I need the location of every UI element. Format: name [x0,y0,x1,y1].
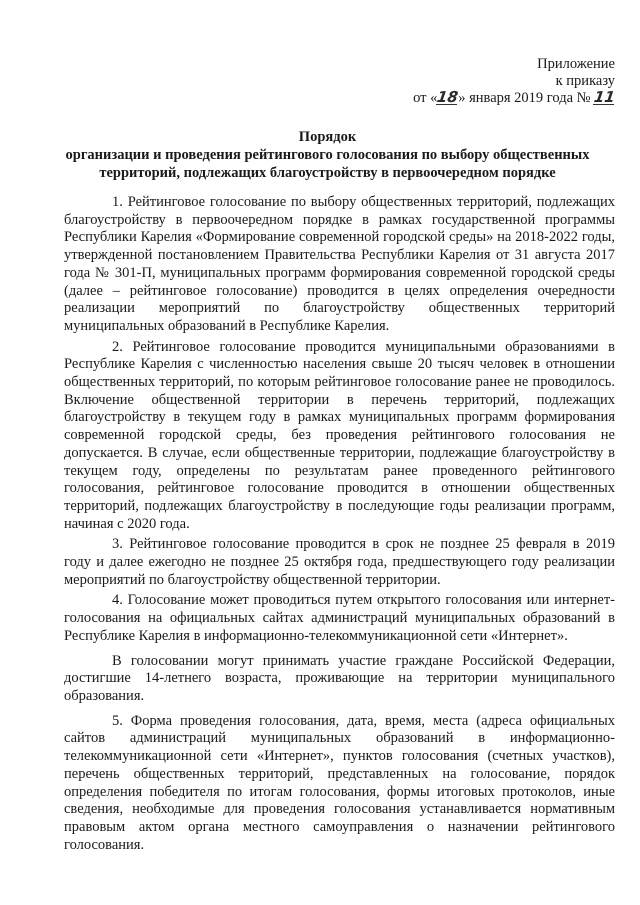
paragraph-4: 4. Голосование может проводиться путем открытого голосования или интернет-голосования на официальных сайтах администраций муниципальных образований в Республике Карелия в информационно-телекоммуникационной сети «Интернет». [64,592,615,644]
title-subheading: организации и проведения рейтингового голосования по выбору общественных территорий, подлежащих благоустройству в первоочередном порядке [65,147,590,181]
title-heading: Порядок [298,129,357,145]
paragraph-3: 3. Рейтинговое голосование проводится в срок не позднее 25 февраля в 2019 году и далее ежегодно не позднее 25 октября года, предшествующего году реализации мероприятий по благоустройству общественной территории. [64,536,615,588]
document-body [64,194,615,854]
document-title [40,128,615,182]
date-prefix: от « [413,90,438,106]
paragraph-2: 2. Рейтинговое голосование проводится муниципальными образованиями в Республике Карелия с численностью населения свыше 20 тысяч человек в отношении общественных территорий, по которым рейтинговое голосование ранее не проводилось. Включение общественной территории в перечень территорий, подлежащих благоустройству в текущем году в рамках муниципальных программ формирования современной городской среды, без проведения рейтингового голосования не допускается. В случае, если общественные территории, подлежащие благоустройству в текущем году, определены по результатам ранее проведенного рейтингового голосования, рейтинговое голосование проводится в отношении общественных территорий, подлежащих благоустройству в последующие годы реализации программ, начиная с 2020 года. [64,338,615,532]
annex-order-ref: к приказу [555,73,615,89]
annex-header [413,56,615,107]
paragraph-1: 1. Рейтинговое голосование по выбору общественных территорий, подлежащих благоустройству в первоочередном порядке в рамках государственной программы Республики Карелия «Формирование современной городской среды» на 2018-2022 годы, утвержденной постановлением Правительства Республики Карелия от 31 августа 2017 года № 301-П, муниципальных программ формирования современной городской среды (далее – рейтинговое голосование) проводится в целях определения очередности реализации мероприятий по благоустройству общественных территорий муниципальных образований в Республике Карелия. [64,194,615,334]
handwritten-order-number: 11 [592,88,617,106]
handwritten-day: 18 [436,88,460,106]
paragraph-5: В голосовании могут принимать участие граждане Российской Федерации, достигшие 14-летнего возраста, проживающие на территории муниципального образования. [64,652,615,704]
date-suffix: » января 2019 года № [458,90,591,106]
annex-label: Приложение [537,56,615,72]
paragraph-6: 5. Форма проведения голосования, дата, время, места (адреса официальных сайтов администраций муниципальных образований в информационно-телекоммуникационной сети «Интернет», пунктов голосования (счетных участков), перечень общественных территорий, представленных на голосование, порядок определения победителя по итогам голосования, формы итоговых протоколов, иные сведения, необходимые для проведения голосования устанавливается нормативным правовым актом органа местного самоуправления о назначении рейтингового голосования. [64,712,615,853]
annex-date-line [413,90,615,107]
